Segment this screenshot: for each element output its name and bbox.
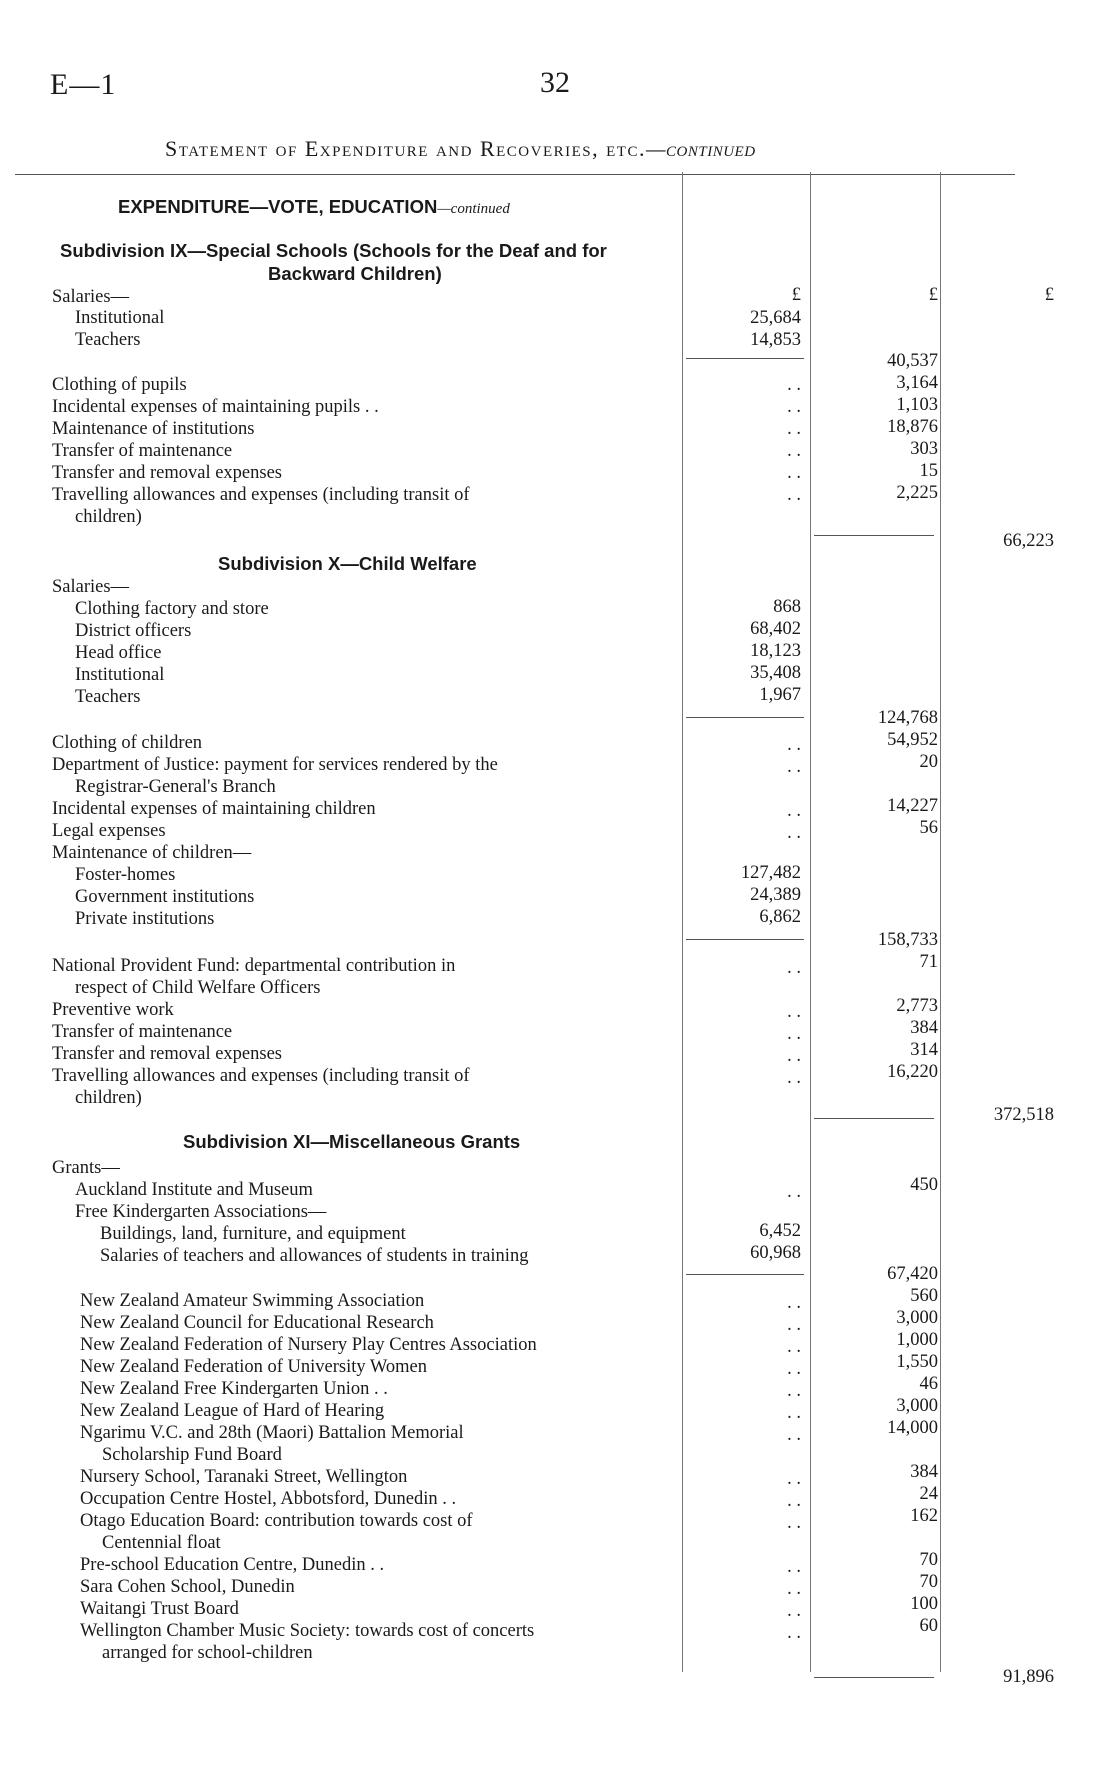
sub10-item-dots: . . (787, 1024, 801, 1044)
sub10-salary-label: Clothing factory and store (75, 599, 269, 619)
statement-continued: —continued (645, 136, 756, 161)
statement-title (165, 136, 756, 162)
sub10-salaries-total: 124,768 (877, 708, 938, 728)
sub11-total: 91,896 (1003, 1667, 1054, 1687)
sub10-maint-item-value: 6,862 (759, 907, 801, 927)
sub10-salary-value: 1,967 (759, 685, 801, 705)
sub10-travel-dots: . . (787, 1068, 801, 1088)
sub9-salary-label: Institutional (75, 308, 165, 328)
currency-col-3: £ (1044, 285, 1054, 305)
sub11-more-value: 24 (919, 1484, 938, 1504)
sub9-item-label: Transfer of maintenance (52, 441, 233, 461)
sub11-last-label: Waitangi Trust Board (80, 1599, 239, 1619)
sub10-travel-line-1: Travelling allowances and expenses (including transit of (52, 1066, 470, 1086)
header-rule (15, 174, 1015, 175)
sub10-salary-value: 68,402 (750, 619, 801, 639)
sub10-item-dots: . . (787, 1046, 801, 1066)
sub10-salaries-label: Salaries— (52, 577, 130, 597)
sub10-maint-item-value: 24,389 (750, 885, 801, 905)
sub11-nz-label: New Zealand Free Kindergarten Union . . (80, 1379, 388, 1399)
sub11-otago-line-1: Otago Education Board: contribution towards cost of (80, 1511, 473, 1531)
sub10-npf-line-2: respect of Child Welfare Officers (75, 978, 321, 998)
sub9-item-value: 18,876 (887, 417, 938, 437)
column-divider-2 (810, 172, 811, 1672)
subtotal-rule (686, 1274, 804, 1275)
sub11-nz-value: 3,000 (896, 1308, 938, 1328)
sub10-justice-line-2: Registrar-General's Branch (75, 777, 276, 797)
sub10-clothing-value: 54,952 (887, 730, 938, 750)
sub10-legal-value: 56 (919, 818, 938, 838)
sub11-kinder-total: 67,420 (887, 1264, 938, 1284)
sub9-item-label: Maintenance of institutions (52, 419, 255, 439)
sub11-nz-label: New Zealand League of Hard of Hearing (80, 1401, 385, 1421)
subdivision-xi-title: Subdivision XI—Miscellaneous Grants (183, 1131, 521, 1152)
sub10-incidental-label: Incidental expenses of maintaining children (52, 799, 376, 819)
sub11-otago-dots: . . (787, 1513, 801, 1533)
sub11-nz-label: New Zealand Council for Educational Research (80, 1313, 434, 1333)
sub11-more-dots: . . (787, 1491, 801, 1511)
sub11-ngarimu-line-1: Ngarimu V.C. and 28th (Maori) Battalion Memorial (80, 1423, 464, 1443)
sub11-last-value: 70 (919, 1550, 938, 1570)
subtotal-rule (814, 535, 934, 536)
sub10-item-label: Transfer and removal expenses (52, 1044, 282, 1064)
sub11-more-value: 384 (910, 1462, 938, 1482)
column-divider-3 (940, 172, 941, 1672)
sub10-item-value: 2,773 (896, 996, 938, 1016)
sub11-last-value: 100 (910, 1594, 938, 1614)
sub10-maint-item-label: Private institutions (75, 909, 215, 929)
sub10-item-dots: . . (787, 1002, 801, 1022)
sub11-nz-label: New Zealand Amateur Swimming Association (80, 1291, 425, 1311)
sub9-item-dots: . . (787, 441, 801, 461)
page-number: 32 (540, 66, 570, 99)
sub11-kinder-item-label: Buildings, land, furniture, and equipment (100, 1224, 406, 1244)
sub10-justice-value: 20 (919, 752, 938, 772)
document-reference: E—1 (50, 68, 117, 101)
sub10-travel-value: 16,220 (887, 1062, 938, 1082)
sub10-npf-dots: . . (787, 958, 801, 978)
sub10-salary-value: 18,123 (750, 641, 801, 661)
sub9-item-label: Transfer and removal expenses (52, 463, 282, 483)
currency-col-2: £ (928, 285, 938, 305)
section-heading-continued: —continued (437, 201, 510, 217)
sub10-maint-label: Maintenance of children— (52, 843, 252, 863)
sub10-salary-label: Institutional (75, 665, 165, 685)
sub9-item-label: Clothing of pupils (52, 375, 187, 395)
sub11-more-label: Nursery School, Taranaki Street, Wellington (80, 1467, 408, 1487)
sub11-wcms-line-1: Wellington Chamber Music Society: towards cost of concerts (80, 1621, 535, 1641)
sub10-salary-label: District officers (75, 621, 192, 641)
sub9-salary-label: Teachers (75, 330, 141, 350)
sub10-incidental-dots: . . (787, 801, 801, 821)
sub10-legal-dots: . . (787, 823, 801, 843)
sub11-last-value: 70 (919, 1572, 938, 1592)
sub9-item-dots: . . (787, 397, 801, 417)
sub9-item-value: 3,164 (896, 373, 938, 393)
sub11-kinder-item-label: Salaries of teachers and allowances of students in training (100, 1246, 529, 1266)
sub9-travel-value: 2,225 (896, 483, 938, 503)
sub11-otago-value: 162 (910, 1506, 938, 1526)
sub9-item-value: 303 (910, 439, 938, 459)
sub9-salary-value: 25,684 (750, 308, 801, 328)
sub11-wcms-value: 60 (919, 1616, 938, 1636)
sub11-more-label: Occupation Centre Hostel, Abbotsford, Dunedin . . (80, 1489, 457, 1509)
subtotal-rule (686, 717, 804, 718)
sub9-salaries-total: 40,537 (887, 351, 938, 371)
currency-col-1: £ (791, 285, 801, 305)
sub9-travel-dots: . . (787, 485, 801, 505)
sub11-otago-line-2: Centennial float (102, 1533, 221, 1553)
sub10-total: 372,518 (993, 1105, 1054, 1125)
sub10-maint-total: 158,733 (877, 930, 938, 950)
sub11-kinder-item-value: 6,452 (759, 1221, 801, 1241)
sub11-nz-dots: . . (787, 1315, 801, 1335)
sub11-ngarimu-dots: . . (787, 1425, 801, 1445)
sub9-item-dots: . . (787, 375, 801, 395)
sub10-maint-item-label: Government institutions (75, 887, 255, 907)
sub11-wcms-line-2: arranged for school-children (102, 1643, 313, 1663)
sub10-justice-dots: . . (787, 757, 801, 777)
sub10-maint-item-label: Foster-homes (75, 865, 176, 885)
sub11-more-dots: . . (787, 1469, 801, 1489)
statement-title-text: Statement of Expenditure and Recoveries, etc. (165, 136, 646, 161)
sub9-item-dots: . . (787, 419, 801, 439)
sub10-salary-value: 35,408 (750, 663, 801, 683)
sub11-kinder-item-value: 60,968 (750, 1243, 801, 1263)
sub10-npf-line-1: National Provident Fund: departmental contribution in (52, 956, 456, 976)
sub10-incidental-value: 14,227 (887, 796, 938, 816)
column-divider-1 (682, 172, 683, 1672)
sub11-grants-label: Grants— (52, 1158, 120, 1178)
sub10-item-value: 384 (910, 1018, 938, 1038)
sub11-auckland-dots: . . (787, 1182, 801, 1202)
sub10-item-value: 314 (910, 1040, 938, 1060)
subdivision-x-title: Subdivision X—Child Welfare (218, 553, 477, 574)
sub9-total: 66,223 (1003, 531, 1054, 551)
sub11-kinder-label: Free Kindergarten Associations— (75, 1202, 327, 1222)
sub11-nz-dots: . . (787, 1359, 801, 1379)
sub9-travel-line-1: Travelling allowances and expenses (including transit of (52, 485, 470, 505)
sub10-salary-label: Head office (75, 643, 162, 663)
section-heading-text: EXPENDITURE—VOTE, EDUCATION (118, 196, 438, 217)
sub11-nz-dots: . . (787, 1403, 801, 1423)
sub10-salary-label: Teachers (75, 687, 141, 707)
sub9-item-dots: . . (787, 463, 801, 483)
sub10-salary-value: 868 (773, 597, 801, 617)
sub11-nz-value: 560 (910, 1286, 938, 1306)
sub11-nz-dots: . . (787, 1381, 801, 1401)
sub10-justice-line-1: Department of Justice: payment for services rendered by the (52, 755, 498, 775)
sub11-nz-label: New Zealand Federation of University Women (80, 1357, 428, 1377)
sub10-item-label: Transfer of maintenance (52, 1022, 233, 1042)
section-heading (118, 196, 510, 218)
sub11-last-label: Pre-school Education Centre, Dunedin . . (80, 1555, 385, 1575)
sub11-nz-value: 1,000 (896, 1330, 938, 1350)
sub11-last-dots: . . (787, 1579, 801, 1599)
sub11-nz-label: New Zealand Federation of Nursery Play Centres Association (80, 1335, 537, 1355)
sub11-ngarimu-line-2: Scholarship Fund Board (102, 1445, 282, 1465)
sub10-legal-label: Legal expenses (52, 821, 166, 841)
sub11-ngarimu-value: 14,000 (887, 1418, 938, 1438)
sub10-clothing-label: Clothing of children (52, 733, 203, 753)
sub11-nz-dots: . . (787, 1293, 801, 1313)
subtotal-rule (686, 358, 804, 359)
sub9-salary-value: 14,853 (750, 330, 801, 350)
subdivision-ix-title-1: Subdivision IX—Special Schools (Schools for the Deaf and for (60, 240, 607, 261)
sub11-wcms-dots: . . (787, 1623, 801, 1643)
sub11-last-dots: . . (787, 1601, 801, 1621)
subtotal-rule (814, 1118, 934, 1119)
sub11-nz-value: 3,000 (896, 1396, 938, 1416)
sub10-item-label: Preventive work (52, 1000, 174, 1020)
sub11-auckland-label: Auckland Institute and Museum (75, 1180, 313, 1200)
sub9-item-value: 1,103 (896, 395, 938, 415)
sub9-item-label: Incidental expenses of maintaining pupils . . (52, 397, 379, 417)
sub9-salaries-label: Salaries— (52, 287, 130, 307)
subtotal-rule (814, 1677, 934, 1678)
subdivision-ix-title-2: Backward Children) (268, 263, 442, 284)
sub11-auckland-value: 450 (910, 1175, 938, 1195)
sub10-maint-item-value: 127,482 (740, 863, 801, 883)
sub9-item-value: 15 (919, 461, 938, 481)
sub11-nz-value: 1,550 (896, 1352, 938, 1372)
sub10-npf-value: 71 (919, 952, 938, 972)
subtotal-rule (686, 939, 804, 940)
sub11-last-label: Sara Cohen School, Dunedin (80, 1577, 295, 1597)
sub10-clothing-dots: . . (787, 735, 801, 755)
sub11-last-dots: . . (787, 1557, 801, 1577)
sub11-nz-dots: . . (787, 1337, 801, 1357)
sub11-nz-value: 46 (919, 1374, 938, 1394)
sub9-travel-line-2: children) (75, 507, 142, 527)
sub10-travel-line-2: children) (75, 1088, 142, 1108)
